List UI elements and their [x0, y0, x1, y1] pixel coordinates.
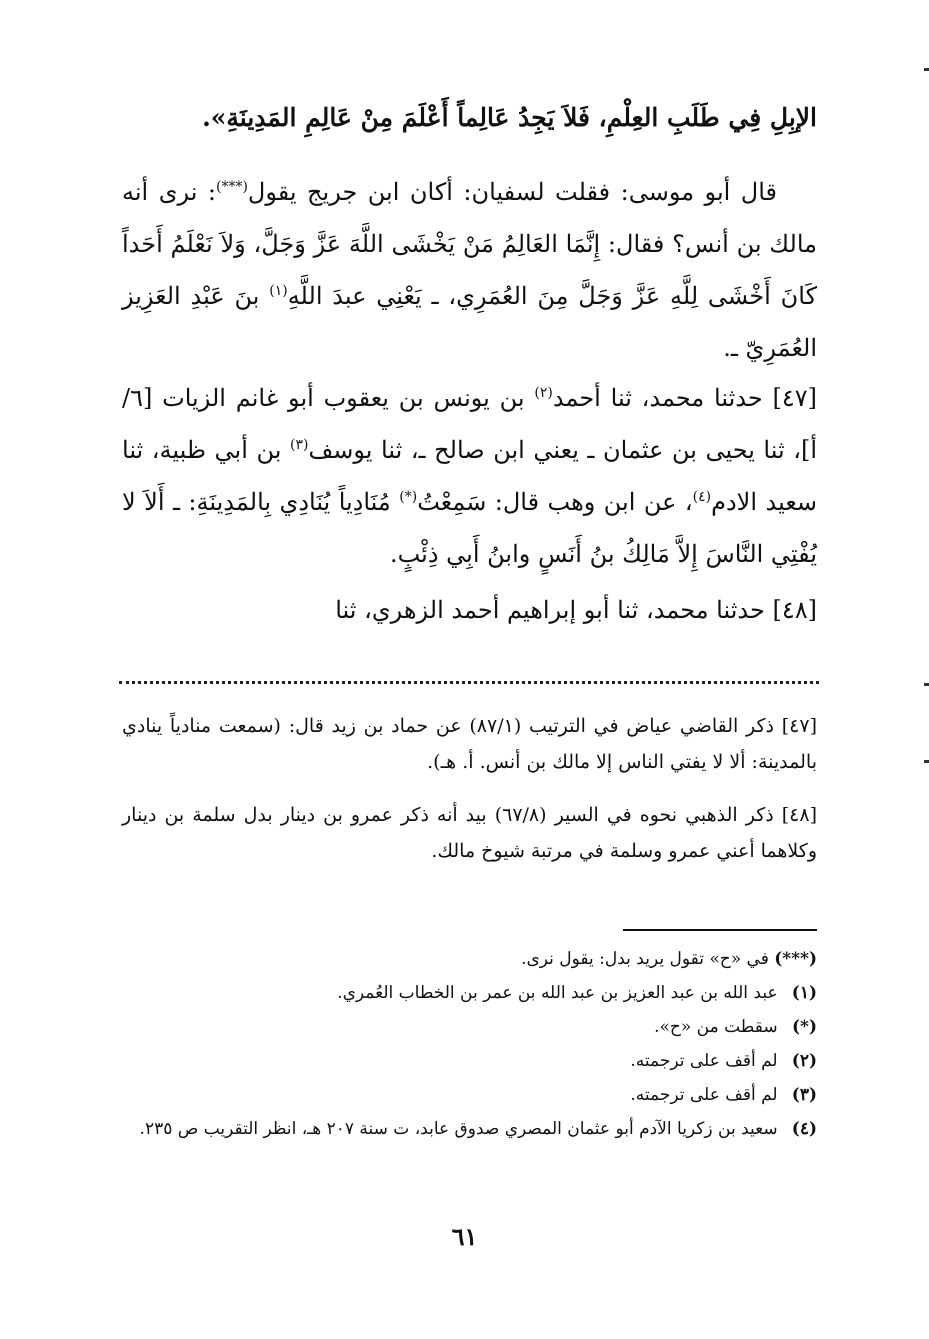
- footnote-text: سعيد بن زكريا الآدم أبو عثمان المصري صدوق عابد، ت سنة ٢٠٧ هـ، انظر التقريب ص ٢٣٥.: [139, 1119, 778, 1139]
- paragraph-text: الإبِلِ فِي طَلَبِ العِلْمِ، فَلاَ يَجِدُ عَالِماً أَعْلَمَ مِنْ عَالِمِ المَدِينَةِ».: [202, 103, 817, 132]
- footnote-item: [122, 1078, 817, 1112]
- footnote-ref: (٢): [534, 385, 553, 401]
- paragraph-text: مُنَادِياً يُنَادِي بِالمَدِينَةِ: ـ أَلاَ لا يُفْتِي النَّاسَ إِلاَّ مَالِكُ بنُ أَنَسٍ وابنُ أَبِي ذِئْبٍ.: [122, 488, 817, 568]
- paragraph-text: : نرى أنه مالك بن أنس؟ فقال: إِنَّمَا العَالِمُ مَنْ يَخْشَى اللَّهَ عَزَّ وَجَلَّ، وَلاَ نَعْلَمُ أَحَداً كَانَ أَخْشَى لِلَّهِ عَزَّ وَجَلَّ مِنَ العُمَرِي، ـ يَعْنِي عبدَ اللَّهِ: [122, 178, 818, 310]
- footnote-item: [122, 976, 817, 1010]
- footnote-text: عبد الله بن عبد العزيز بن عبد الله بن عمر بن الخطاب العُمري.: [337, 983, 778, 1003]
- paragraph-abu-musa: [122, 166, 817, 374]
- footnote-item: [122, 1044, 817, 1078]
- hadith-47: [122, 372, 817, 580]
- hadith-48: [122, 584, 817, 636]
- footnote-ref: (١): [269, 283, 288, 299]
- footnote-number: (٢): [791, 1051, 817, 1071]
- paragraph-text: بن أبي ظبية، ثنا سعيد الادم: [122, 436, 818, 516]
- footnote-item: [122, 1010, 817, 1044]
- dotted-divider: [119, 681, 819, 684]
- footnote-number: (٤): [791, 1119, 817, 1139]
- footnote-ref: (*): [399, 489, 418, 505]
- footnote-text: لم أقف على ترجمته.: [630, 1051, 778, 1071]
- paragraph-text: بنَ عَبْدِ العَزِيز العُمَرِيّ ـ.: [122, 282, 817, 362]
- footnotes-list: [122, 942, 817, 1146]
- footnote-number: (٣): [791, 1085, 817, 1105]
- note-text: [٤٧] ذكر القاضي عياض في الترتيب (٨٧/١) عن حماد بن زيد قال: (سمعت منادياً ينادي بالمدينة: ألا لا يفتي الناس إلا مالك بن أنس. أ. هـ).: [122, 715, 817, 773]
- footnote-separator: [623, 929, 817, 931]
- paragraph-text: [٤٧] حدثنا محمد، ثنا أحمد: [552, 384, 818, 412]
- footnote-number: (*): [792, 1017, 817, 1037]
- note-text: [٤٨] ذكر الذهبي نحوه في السير (٦٧/٨) بيد أنه ذكر عمرو بن دينار بدل سلمة بن دينار وكلاهما أعني عمرو وسلمة في مرتبة شيوخ مالك.: [122, 804, 817, 862]
- paragraph-text: بن يونس بن يعقوب أبو غانم الزيات [٦/ أ]، ثنا يحيى بن عثمان ـ يعني ابن صالح ـ، ثنا يوسف: [122, 384, 817, 464]
- footnote-text: في «ح» تقول يريد بدل: يقول نرى.: [521, 949, 769, 969]
- paragraph-continuation: [122, 92, 817, 144]
- paragraph-text: ، عن ابن وهب قال: سَمِعْتُ: [417, 488, 693, 516]
- margin-mark: [924, 68, 929, 71]
- footnote-ref: (٣): [289, 437, 309, 453]
- paragraph-text: قال أبو موسى: فقلت لسفيان: أكان ابن جريج يقول: [247, 178, 778, 206]
- footnote-number: (***): [774, 949, 817, 969]
- commentary-note-47: [122, 708, 817, 780]
- footnote-text: لم أقف على ترجمته.: [630, 1085, 778, 1105]
- footnote-ref: (***): [215, 179, 248, 195]
- paragraph-text: [٤٨] حدثنا محمد، ثنا أبو إبراهيم أحمد الزهري، ثنا: [335, 596, 817, 624]
- footnote-number: (١): [791, 983, 817, 1003]
- margin-mark: [924, 683, 929, 686]
- footnote-ref: (٤): [692, 489, 712, 505]
- footnote-item: [122, 1112, 817, 1146]
- page-number: ٦١: [451, 1222, 478, 1251]
- footnote-text: سقطت من «ح».: [654, 1017, 778, 1037]
- footnote-item: [122, 942, 817, 976]
- margin-mark: [924, 760, 929, 763]
- commentary-note-48: [122, 797, 817, 869]
